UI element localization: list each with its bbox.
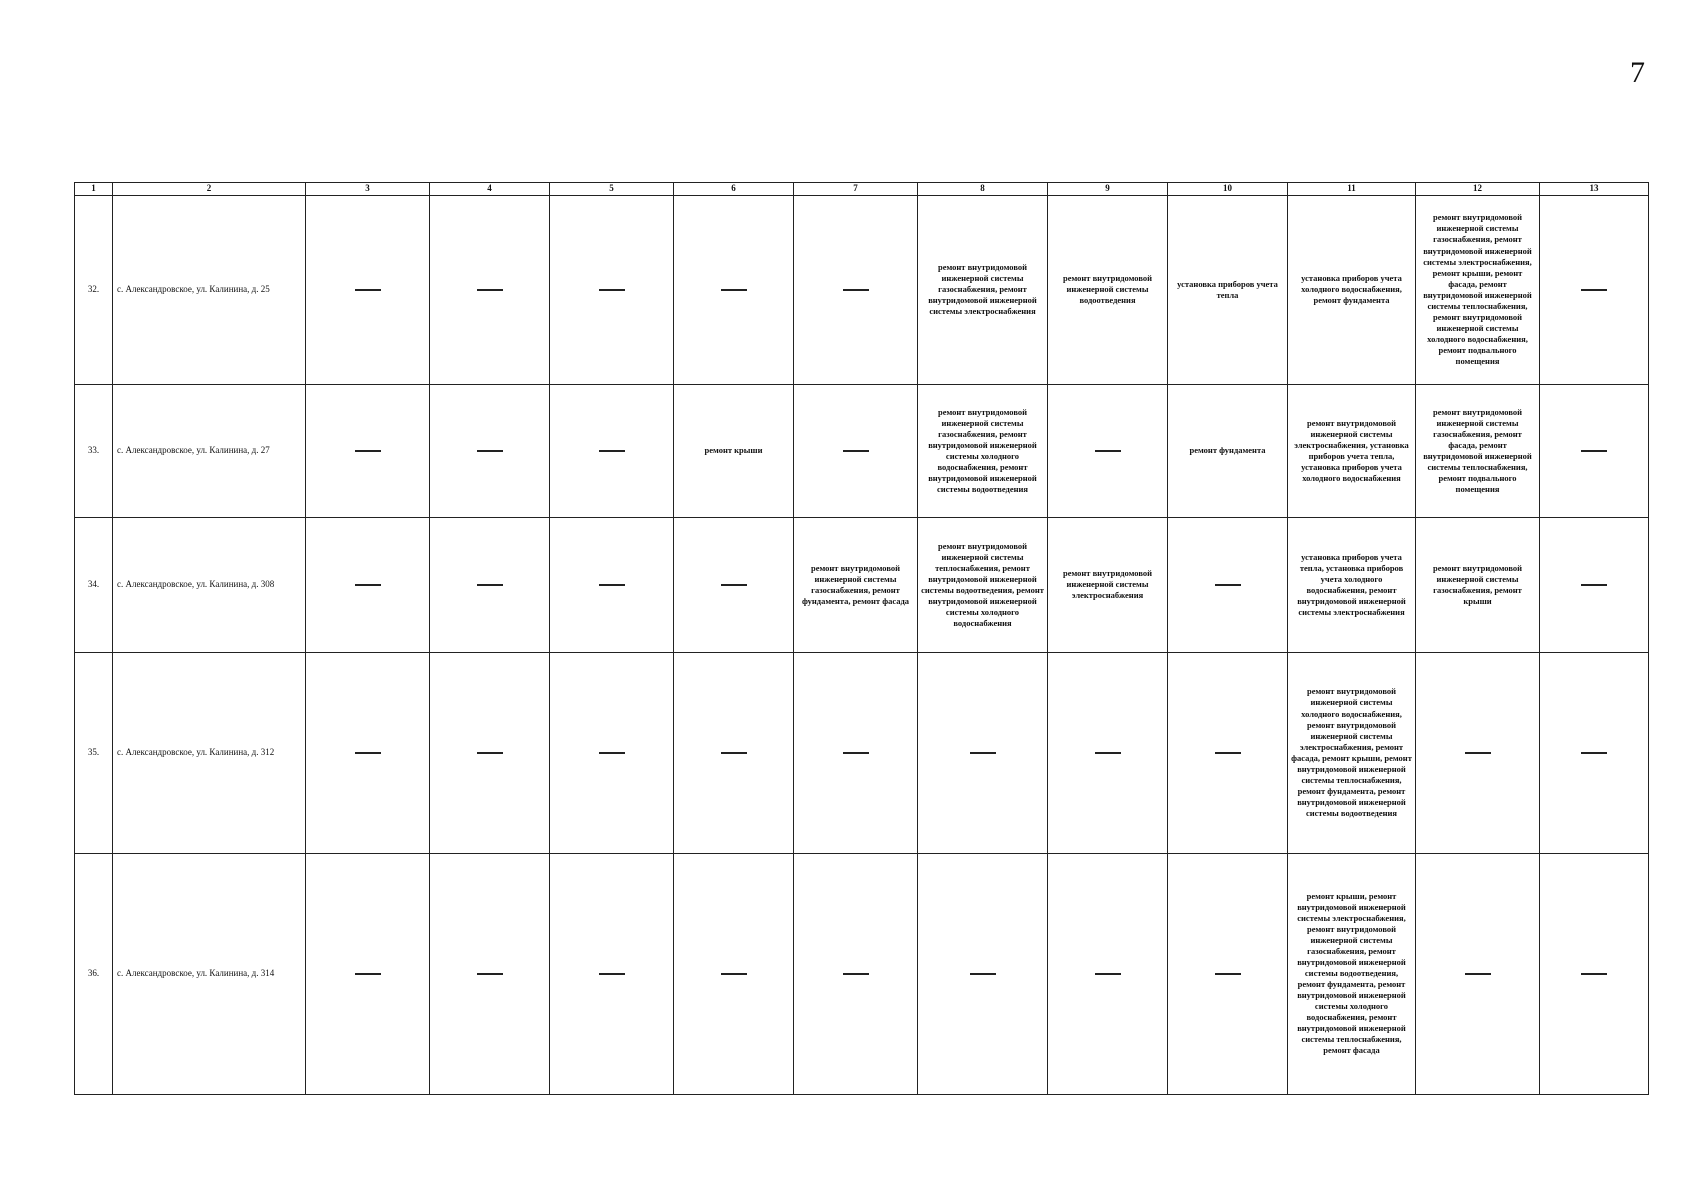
- empty-cell: [550, 195, 674, 384]
- row-number: 34.: [75, 517, 113, 652]
- row-number: 35.: [75, 652, 113, 853]
- column-number-row: [75, 183, 1649, 196]
- empty-cell: [794, 853, 918, 1094]
- empty-cell: [430, 517, 550, 652]
- empty-cell: [1540, 853, 1649, 1094]
- dash-mark: [1095, 450, 1121, 452]
- dash-mark: [1581, 973, 1607, 975]
- empty-cell: [430, 384, 550, 517]
- empty-cell: [1416, 652, 1540, 853]
- dash-mark: [1581, 450, 1607, 452]
- column-number: 1: [75, 183, 113, 196]
- dash-mark: [355, 450, 381, 452]
- dash-mark: [843, 973, 869, 975]
- empty-cell: [1048, 384, 1168, 517]
- repair-schedule-table: [74, 182, 1649, 1095]
- dash-mark: [970, 973, 996, 975]
- dash-mark: [1095, 752, 1121, 754]
- empty-cell: [1048, 652, 1168, 853]
- empty-cell: [794, 195, 918, 384]
- column-number: 3: [306, 183, 430, 196]
- work-description-cell: ремонт внутридомовой инженерной системы газоснабжения, ремонт крыши: [1416, 517, 1540, 652]
- empty-cell: [918, 853, 1048, 1094]
- empty-cell: [918, 652, 1048, 853]
- empty-cell: [1540, 384, 1649, 517]
- address-cell: с. Александровское, ул. Калинина, д. 25: [113, 195, 306, 384]
- empty-cell: [430, 652, 550, 853]
- dash-mark: [1465, 752, 1491, 754]
- dash-mark: [477, 584, 503, 586]
- work-description-cell: ремонт внутридомовой инженерной системы холодного водоснабжения, ремонт внутридомовой инженерной системы электроснабжения, ремонт фасада, ремонт крыши, ремонт внутридомовой инженерной системы теплоснабжения, ремонт фундамента, ремонт внутридомовой инженерной системы водоотведения: [1288, 652, 1416, 853]
- dash-mark: [721, 584, 747, 586]
- empty-cell: [306, 384, 430, 517]
- dash-mark: [355, 289, 381, 291]
- empty-cell: [306, 517, 430, 652]
- dash-mark: [843, 450, 869, 452]
- dash-mark: [599, 450, 625, 452]
- dash-mark: [1465, 973, 1491, 975]
- dash-mark: [1215, 973, 1241, 975]
- dash-mark: [599, 752, 625, 754]
- dash-mark: [1215, 584, 1241, 586]
- empty-cell: [794, 652, 918, 853]
- work-description-cell: ремонт фундамента: [1168, 384, 1288, 517]
- address-cell: с. Александровское, ул. Калинина, д. 27: [113, 384, 306, 517]
- column-number: 7: [794, 183, 918, 196]
- work-description-cell: ремонт внутридомовой инженерной системы газоснабжения, ремонт внутридомовой инженерной системы электроснабжения: [918, 195, 1048, 384]
- column-number: 8: [918, 183, 1048, 196]
- work-description-cell: ремонт крыши, ремонт внутридомовой инженерной системы электроснабжения, ремонт внутридомовой инженерной системы газоснабжения, ремонт внутридомовой инженерной системы водоотведения, ремонт фундамента, ремонт внутридомовой инженерной системы холодного водоснабжения, ремонт внутридомовой инженерной системы теплоснабжения, ремонт фасада: [1288, 853, 1416, 1094]
- empty-cell: [1540, 517, 1649, 652]
- address-cell: с. Александровское, ул. Калинина, д. 312: [113, 652, 306, 853]
- empty-cell: [674, 195, 794, 384]
- empty-cell: [674, 853, 794, 1094]
- row-number: 33.: [75, 384, 113, 517]
- table-row: [75, 384, 1649, 517]
- dash-mark: [1215, 752, 1241, 754]
- empty-cell: [1168, 652, 1288, 853]
- column-number: 4: [430, 183, 550, 196]
- empty-cell: [1168, 517, 1288, 652]
- table-row: [75, 853, 1649, 1094]
- empty-cell: [1416, 853, 1540, 1094]
- column-number: 13: [1540, 183, 1649, 196]
- empty-cell: [550, 384, 674, 517]
- work-description-cell: ремонт внутридомовой инженерной системы газоснабжения, ремонт фасада, ремонт внутридомовой инженерной системы теплоснабжения, ремонт подвального помещения: [1416, 384, 1540, 517]
- empty-cell: [430, 195, 550, 384]
- work-description-cell: ремонт внутридомовой инженерной системы электроснабжения: [1048, 517, 1168, 652]
- work-description-cell: ремонт внутридомовой инженерной системы водоотведения: [1048, 195, 1168, 384]
- work-description-cell: ремонт внутридомовой инженерной системы газоснабжения, ремонт фундамента, ремонт фасада: [794, 517, 918, 652]
- dash-mark: [843, 289, 869, 291]
- work-description-cell: ремонт крыши: [674, 384, 794, 517]
- dash-mark: [721, 973, 747, 975]
- column-number: 9: [1048, 183, 1168, 196]
- column-number: 12: [1416, 183, 1540, 196]
- column-number: 10: [1168, 183, 1288, 196]
- empty-cell: [550, 517, 674, 652]
- dash-mark: [1581, 584, 1607, 586]
- work-description-cell: установка приборов учета тепла, установка приборов учета холодного водоснабжения, ремонт внутридомовой инженерной системы электроснабжения: [1288, 517, 1416, 652]
- work-description-cell: установка приборов учета тепла: [1168, 195, 1288, 384]
- empty-cell: [430, 853, 550, 1094]
- row-number: 32.: [75, 195, 113, 384]
- empty-cell: [674, 517, 794, 652]
- column-number: 5: [550, 183, 674, 196]
- page-number: 7: [1630, 56, 1645, 89]
- dash-mark: [1095, 973, 1121, 975]
- empty-cell: [1048, 853, 1168, 1094]
- dash-mark: [970, 752, 996, 754]
- dash-mark: [599, 584, 625, 586]
- dash-mark: [843, 752, 869, 754]
- table-row: [75, 195, 1649, 384]
- dash-mark: [721, 289, 747, 291]
- dash-mark: [721, 752, 747, 754]
- work-description-cell: установка приборов учета холодного водоснабжения, ремонт фундамента: [1288, 195, 1416, 384]
- table-row: [75, 517, 1649, 652]
- empty-cell: [306, 853, 430, 1094]
- dash-mark: [599, 973, 625, 975]
- row-number: 36.: [75, 853, 113, 1094]
- address-cell: с. Александровское, ул. Калинина, д. 314: [113, 853, 306, 1094]
- dash-mark: [355, 973, 381, 975]
- work-description-cell: ремонт внутридомовой инженерной системы газоснабжения, ремонт внутридомовой инженерной системы электроснабжения, ремонт крыши, ремонт фасада, ремонт внутридомовой инженерной системы теплоснабжения, ремонт внутридомовой инженерной системы холодного водоснабжения, ремонт подвального помещения: [1416, 195, 1540, 384]
- dash-mark: [477, 973, 503, 975]
- empty-cell: [1168, 853, 1288, 1094]
- empty-cell: [1540, 652, 1649, 853]
- dash-mark: [1581, 752, 1607, 754]
- empty-cell: [794, 384, 918, 517]
- dash-mark: [1581, 289, 1607, 291]
- address-cell: с. Александровское, ул. Калинина, д. 308: [113, 517, 306, 652]
- work-description-cell: ремонт внутридомовой инженерной системы газоснабжения, ремонт внутридомовой инженерной системы холодного водоснабжения, ремонт внутридомовой инженерной системы водоотведения: [918, 384, 1048, 517]
- empty-cell: [306, 652, 430, 853]
- work-description-cell: ремонт внутридомовой инженерной системы теплоснабжения, ремонт внутридомовой инженерной системы водоотведения, ремонт внутридомовой инженерной системы холодного водоснабжения: [918, 517, 1048, 652]
- dash-mark: [477, 450, 503, 452]
- column-number: 11: [1288, 183, 1416, 196]
- empty-cell: [306, 195, 430, 384]
- dash-mark: [599, 289, 625, 291]
- table-row: [75, 652, 1649, 853]
- column-number: 6: [674, 183, 794, 196]
- dash-mark: [477, 289, 503, 291]
- empty-cell: [550, 853, 674, 1094]
- dash-mark: [355, 584, 381, 586]
- column-number: 2: [113, 183, 306, 196]
- dash-mark: [355, 752, 381, 754]
- work-description-cell: ремонт внутридомовой инженерной системы электроснабжения, установка приборов учета тепла, установка приборов учета холодного водоснабжения: [1288, 384, 1416, 517]
- empty-cell: [1540, 195, 1649, 384]
- empty-cell: [550, 652, 674, 853]
- empty-cell: [674, 652, 794, 853]
- dash-mark: [477, 752, 503, 754]
